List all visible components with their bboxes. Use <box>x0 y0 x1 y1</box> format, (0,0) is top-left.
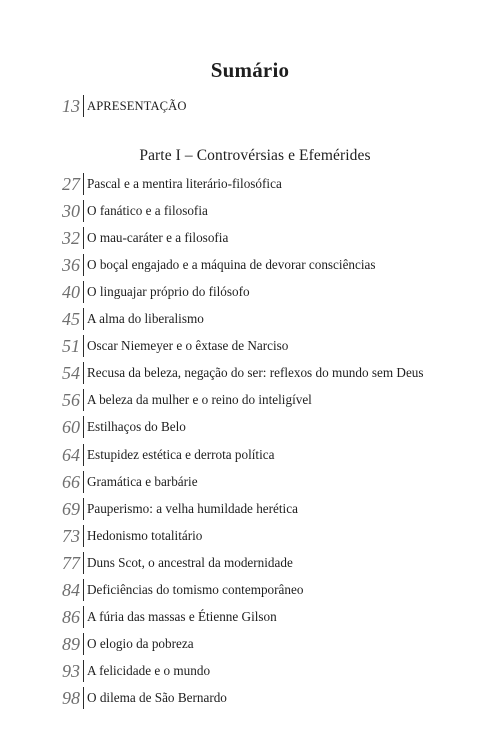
page-number: 89 <box>62 633 80 654</box>
toc-entry <box>0 497 298 521</box>
toc-entry-intro <box>0 94 187 118</box>
page-number: 13 <box>62 96 80 116</box>
vertical-rule <box>83 308 84 330</box>
entry-title: O mau-caráter e a filosofia <box>87 230 229 246</box>
toc-entry <box>0 253 376 277</box>
vertical-rule <box>83 173 84 195</box>
page-number: 54 <box>62 363 80 384</box>
vertical-rule <box>83 444 84 466</box>
toc-entry <box>0 361 424 385</box>
entry-title: Gramática e barbárie <box>87 473 198 489</box>
toc-entry <box>0 605 277 629</box>
entry-title: O boçal engajado e a máquina de devorar consciências <box>87 257 376 273</box>
page-number: 77 <box>62 552 80 573</box>
vertical-rule <box>83 552 84 574</box>
entry-title: Oscar Niemeyer e o êxtase de Narciso <box>87 338 289 354</box>
vertical-rule <box>83 525 84 547</box>
vertical-rule <box>83 498 84 520</box>
page-number: 30 <box>62 201 80 222</box>
part-heading: Parte I – Controvérsias e Efemérides <box>139 147 371 164</box>
page-number: 86 <box>62 606 80 627</box>
toc-entry <box>0 334 288 358</box>
entry-title: A fúria das massas e Étienne Gilson <box>87 608 277 624</box>
page-number: 45 <box>62 309 80 330</box>
entry-title: Recusa da beleza, negação do ser: reflexos do mundo sem Deus <box>87 365 424 381</box>
entry-title: O elogio da pobreza <box>87 635 194 651</box>
vertical-rule <box>83 471 84 493</box>
entry-title: APRESENTAÇÃO <box>87 99 187 113</box>
entry-title: O fanático e a filosofia <box>87 203 208 219</box>
entry-title: Hedonismo totalitário <box>87 527 203 543</box>
page-number: 64 <box>62 444 80 465</box>
vertical-rule <box>83 200 84 222</box>
vertical-rule <box>83 633 84 655</box>
entry-title: O dilema de São Bernardo <box>87 689 227 705</box>
page-number: 32 <box>62 228 80 249</box>
entry-title: A beleza da mulher e o reino do inteligível <box>87 392 312 408</box>
vertical-rule <box>83 606 84 628</box>
vertical-rule <box>83 227 84 249</box>
toc-entry <box>0 280 250 304</box>
page-number: 69 <box>62 498 80 519</box>
toc-entry <box>0 307 204 331</box>
vertical-rule <box>83 579 84 601</box>
vertical-rule <box>83 281 84 303</box>
page-number: 84 <box>62 579 80 600</box>
toc-entry <box>0 659 210 683</box>
entry-title: A felicidade e o mundo <box>87 662 211 678</box>
entry-title: Deficiências do tomismo contemporâneo <box>87 581 304 597</box>
entry-title: Estilhaços do Belo <box>87 419 186 435</box>
page-number: 40 <box>62 282 80 303</box>
entry-title: O linguajar próprio do filósofo <box>87 284 250 300</box>
page-number: 98 <box>62 687 80 708</box>
vertical-rule <box>83 254 84 276</box>
entry-title: A alma do liberalismo <box>87 311 204 327</box>
page-number: 66 <box>62 471 80 492</box>
entry-title: Pauperismo: a velha humildade herética <box>87 500 298 516</box>
toc-entry <box>0 388 312 412</box>
toc-entry <box>0 551 293 575</box>
entry-title: Pascal e a mentira literário-filosófica <box>87 176 282 191</box>
page-number: 73 <box>62 525 80 546</box>
vertical-rule <box>83 95 84 117</box>
toc-entry <box>0 632 194 656</box>
entry-title: Estupidez estética e derrota política <box>87 446 275 462</box>
toc-entry <box>0 226 228 250</box>
toc-entry <box>0 578 303 602</box>
page-number: 93 <box>62 660 80 681</box>
vertical-rule <box>83 416 84 438</box>
vertical-rule <box>83 660 84 682</box>
toc-entry <box>0 470 198 494</box>
toc-entry <box>0 524 202 548</box>
toc-entry <box>0 443 274 467</box>
toc-entry <box>0 415 186 439</box>
page-number: 36 <box>62 255 80 276</box>
vertical-rule <box>83 687 84 709</box>
toc-entry <box>0 172 282 196</box>
entry-title: Duns Scot, o ancestral da modernidade <box>87 554 293 570</box>
page-number: 56 <box>62 390 80 411</box>
vertical-rule <box>83 335 84 357</box>
page-number: 51 <box>62 336 80 357</box>
page-number: 27 <box>62 174 80 194</box>
toc-entry <box>0 199 208 223</box>
page-title: Sumário <box>210 58 290 82</box>
vertical-rule <box>83 362 84 384</box>
vertical-rule <box>83 389 84 411</box>
toc-entry <box>0 686 227 710</box>
page-number: 60 <box>62 417 80 438</box>
